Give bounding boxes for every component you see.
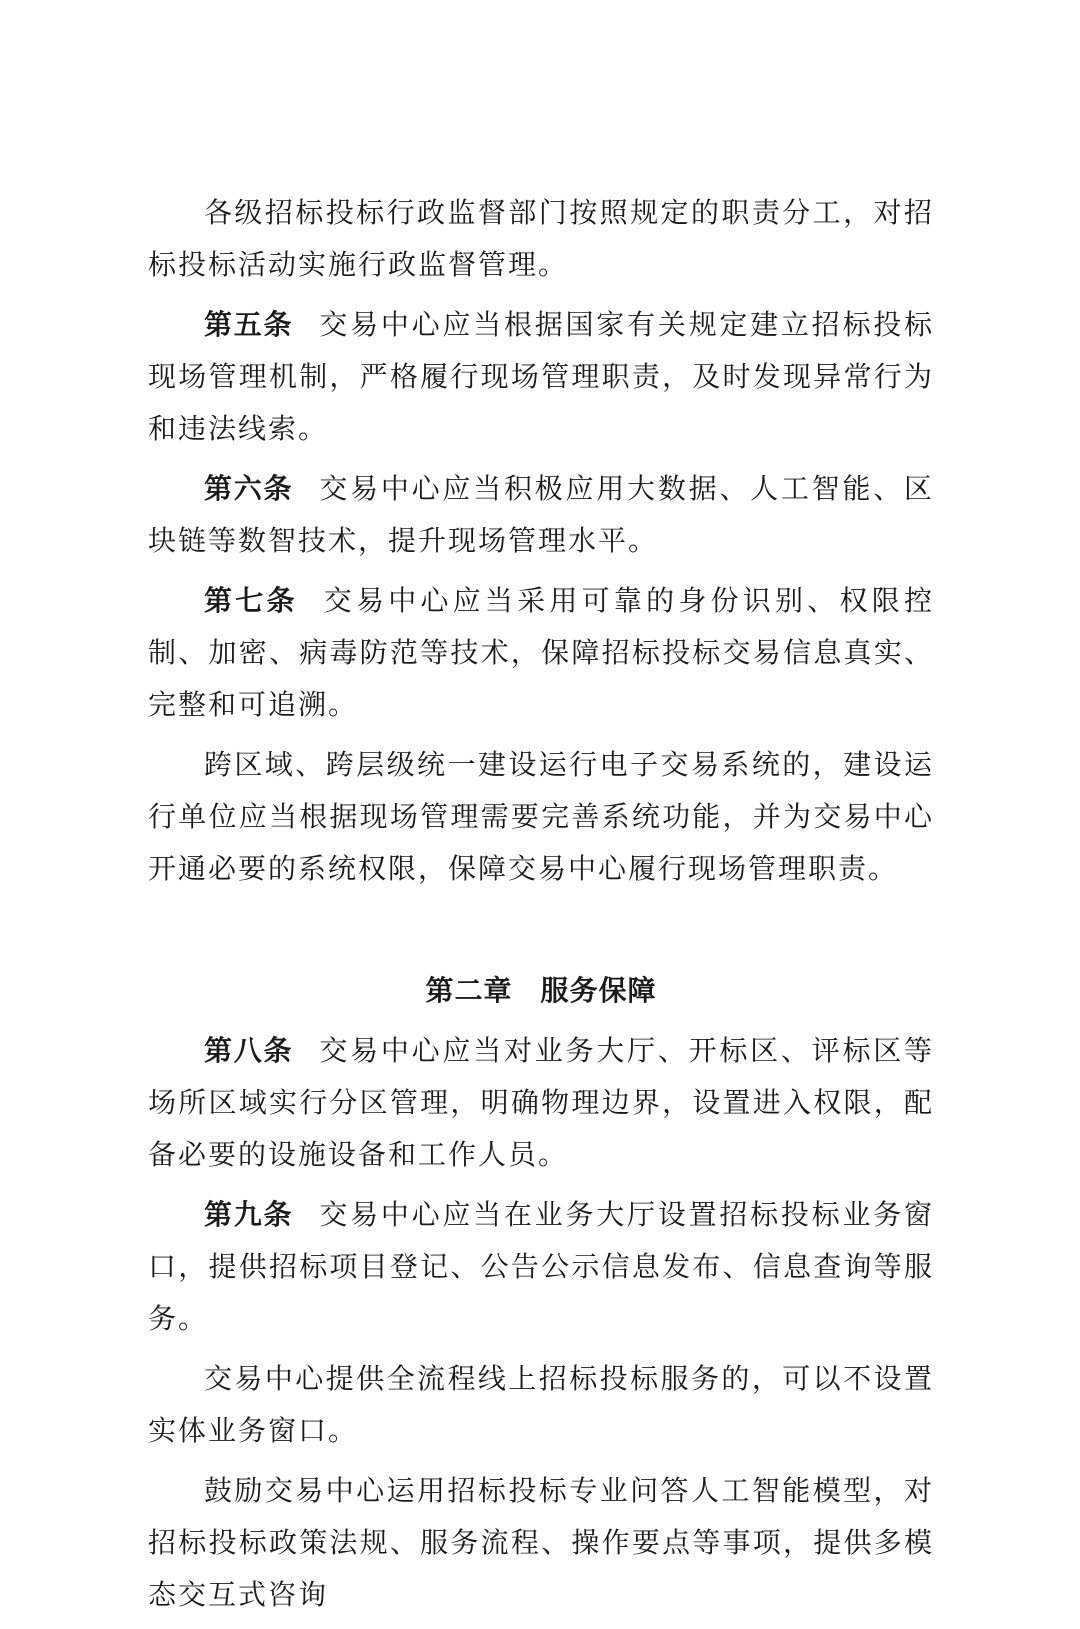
article-7 xyxy=(148,575,934,731)
paragraph-text: 交易中心应当在业务大厅设置招标投标业务窗口，提供招标项目登记、公告公示信息发布、信息查询等服务。 xyxy=(148,1198,934,1335)
article-number: 第五条 xyxy=(204,308,294,341)
paragraph-ai-model xyxy=(148,1465,934,1621)
article-number: 第七条 xyxy=(204,584,298,617)
chapter-number: 第二章 xyxy=(425,974,513,1007)
paragraph-text: 鼓励交易中心运用招标投标专业问答人工智能模型，对招标投标政策法规、服务流程、操作要点等事项，提供多模态交互式咨询 xyxy=(148,1474,934,1611)
article-number: 第九条 xyxy=(204,1198,294,1231)
chapter-title: 服务保障 xyxy=(540,974,657,1007)
paragraph-text: 交易中心应当积极应用大数据、人工智能、区块链等数智技术，提升现场管理水平。 xyxy=(148,472,934,557)
paragraph-text: 各级招标投标行政监督部门按照规定的职责分工，对招标投标活动实施行政监督管理。 xyxy=(148,196,934,281)
paragraph-cross-region xyxy=(148,739,934,895)
paragraph-text: 跨区域、跨层级统一建设运行电子交易系统的，建设运行单位应当根据现场管理需要完善系统功能，并为交易中心开通必要的系统权限，保障交易中心履行现场管理职责。 xyxy=(148,748,934,885)
paragraph-supervision xyxy=(148,187,934,291)
article-number: 第六条 xyxy=(204,472,294,505)
chapter-heading xyxy=(148,965,934,1017)
paragraph-text: 交易中心提供全流程线上招标投标服务的，可以不设置实体业务窗口。 xyxy=(148,1362,934,1447)
article-9 xyxy=(148,1189,934,1345)
paragraph-online-service xyxy=(148,1353,934,1457)
article-number: 第八条 xyxy=(204,1034,294,1067)
document-page xyxy=(148,187,934,1629)
paragraph-text: 交易中心应当采用可靠的身份识别、权限控制、加密、病毒防范等技术，保障招标投标交易信息真实、完整和可追溯。 xyxy=(148,584,934,721)
article-5 xyxy=(148,299,934,455)
article-8 xyxy=(148,1025,934,1181)
paragraph-text: 交易中心应当对业务大厅、开标区、评标区等场所区域实行分区管理，明确物理边界，设置进入权限，配备必要的设施设备和工作人员。 xyxy=(148,1034,934,1171)
article-6 xyxy=(148,463,934,567)
paragraph-text: 交易中心应当根据国家有关规定建立招标投标现场管理机制，严格履行现场管理职责，及时发现异常行为和违法线索。 xyxy=(148,308,934,445)
